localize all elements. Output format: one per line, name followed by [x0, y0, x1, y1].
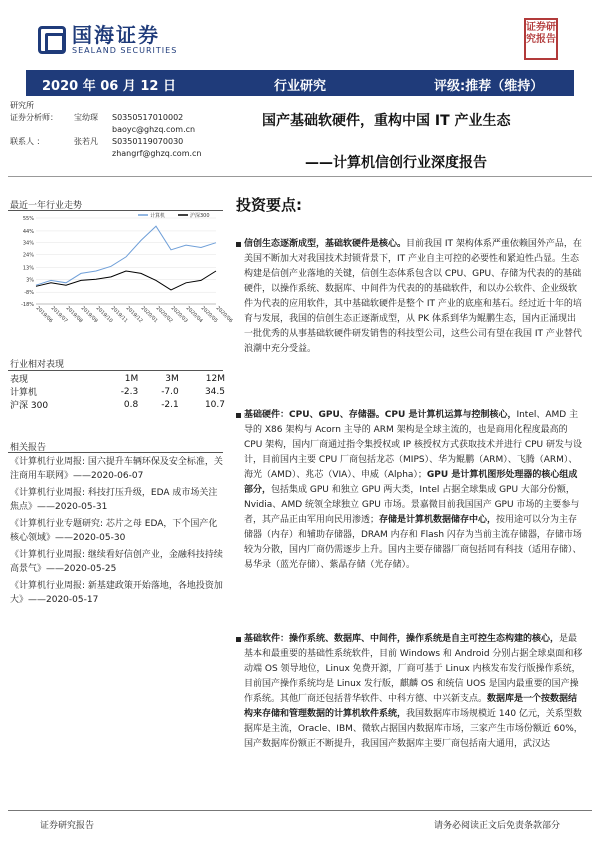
point-text: 按用途可以分为主存储器（内存）和辅助存储器，DRAM 内存和 Flash 闪存为当前主流存储器，存储市场较为分散，国内厂商仍需逐步上升。国内主要存储器厂商包括同有科技（适用存储）、易华录（蓝光存储）、紫晶存储（光存储）。 — [244, 515, 582, 570]
x-tick-label: 2019/09 — [79, 305, 99, 325]
perf-title-rule — [8, 370, 223, 371]
y-tick-label: 34% — [22, 240, 34, 247]
perf-table — [10, 372, 225, 411]
footer-divider — [8, 810, 592, 811]
page-header — [0, 0, 600, 70]
company-logo — [38, 24, 177, 55]
related-title: 相关报告 — [10, 443, 47, 453]
y-tick-label: 44% — [22, 228, 34, 235]
report-rating: 评级:推荐（维持） — [434, 79, 544, 94]
related-item[interactable]: 《计算机行业周报: 新基建政策开始落地，各地投资加大》——2020-05-17 — [10, 581, 223, 605]
analyst-label: 证券分析师： — [10, 113, 58, 122]
perf-header-row — [10, 372, 225, 385]
perf-cell: 计算机 — [10, 388, 38, 398]
perf-cell: 10.7 — [204, 399, 225, 410]
logo-cn-text: 国海证券 — [72, 23, 160, 47]
perf-header: 12M — [205, 373, 225, 384]
perf-header: 3M — [165, 373, 179, 384]
related-item[interactable]: 《计算机行业专题研究: 芯片之母 EDA，下个国产化核心领域》——2020-05-30 — [10, 519, 218, 543]
contact-label: 联系人 ： — [10, 137, 45, 146]
chart-title: 最近一年行业走势 — [10, 201, 83, 211]
point-text: 是最基本和最重要的基础性系统软件，目前 Windows 和 Android 分别占据全球桌面和移动端 OS 领导地位，Linux 免费开源，厂商可基于 Linux 内核发布发行版操作系统，目前国产操作系统均是 Linux 发行版，麒麟 OS 和统信 UOS 是国内最重要的国产操作系统。其他厂商还包括普华软件、中科方德、中兴新支点。 — [244, 634, 583, 704]
org-label: 研究所 — [10, 101, 34, 110]
invest-point-1 — [244, 237, 584, 357]
report-date: 2020 年 06 月 12 日 — [42, 79, 176, 94]
perf-row — [10, 385, 225, 398]
x-tick-label: 2020/02 — [154, 305, 174, 325]
x-tick-label: 2020/01 — [139, 305, 159, 325]
invest-title: 投资要点: — [236, 196, 302, 214]
x-tick-label: 2020/03 — [169, 305, 189, 325]
trend-chart — [10, 212, 234, 327]
y-tick-label: 55% — [22, 216, 34, 222]
bullet-icon — [236, 242, 241, 247]
x-tick-label: 2019/11 — [109, 305, 129, 325]
info-bar — [26, 70, 574, 96]
analyst-email[interactable]: baoyc@ghzq.com.cn — [112, 125, 196, 134]
y-tick-label: 24% — [22, 252, 34, 259]
legend-label: 计算机 — [150, 213, 166, 219]
point-heading: 基础软件：操作系统、数据库、中间件，操作系统是自主可控生态构建的核心， — [244, 634, 560, 644]
point-text: 包括集成 GPU 和独立 GPU 两大类，Intel 占据全球集成 GPU 大部分份额，Nvidia、AMD 统领全球独立 GPU 市场。景嘉微目前我国国产 GPU 市场的主要参与者，其产品正由军用向民用渗透； — [244, 485, 580, 525]
series-line — [36, 226, 216, 285]
footer-disclaimer: 请务必阅读正文后免责条款部分 — [433, 821, 560, 831]
x-tick-label: 2020/04 — [184, 305, 204, 325]
contact-name: 张若凡 — [74, 137, 98, 146]
chart-title-rule — [8, 210, 223, 211]
x-tick-label: 2019/07 — [49, 305, 69, 325]
x-tick-label: 2019/10 — [94, 305, 114, 325]
perf-header: 表现 — [10, 375, 29, 385]
point-heading: 信创生态逐渐成型，基础软硬件是核心。 — [244, 239, 407, 249]
x-tick-label: 2019/12 — [124, 305, 144, 325]
point-heading: 数据库是一个按数据结构来存储和管理数据的计算机软件系统， — [244, 694, 578, 719]
analyst-id: S0350517010002 — [112, 113, 184, 122]
report-title: 国产基础软硬件，重构中国 IT 产业生态 — [262, 113, 511, 129]
perf-row — [10, 398, 225, 411]
y-tick-label: 3% — [26, 277, 34, 284]
perf-cell: 34.5 — [204, 386, 225, 397]
legend-label: 沪深300 — [190, 213, 210, 219]
related-title-rule — [8, 452, 223, 453]
perf-cell: 0.8 — [123, 399, 139, 410]
point-heading: 存储是计算机数据储存中心， — [379, 515, 497, 525]
bullet-icon — [236, 413, 241, 418]
logo-en-text: SEALAND SECURITIES — [72, 46, 178, 55]
report-seal: 证券研究报告 — [524, 18, 558, 60]
x-tick-label: 2020/06 — [214, 305, 234, 325]
header-divider — [8, 176, 592, 177]
contact-id: S0350119070030 — [112, 137, 184, 146]
x-tick-label: 2020/05 — [199, 305, 219, 325]
analyst-name: 宝幼琛 — [74, 113, 98, 122]
x-tick-label: 2019/06 — [34, 305, 54, 325]
related-item[interactable]: 《计算机行业周报: 国六提升车辆环保及安全标准，关注商用车联网》——2020-06-07 — [10, 457, 223, 481]
footer-left: 证券研究报告 — [40, 821, 95, 831]
point-heading: GPU 是计算机图形处理器的核心组成部分， — [244, 470, 578, 495]
point-text: Intel、AMD 主导的 X86 架构与 Acorn 主导的 ARM 架构是全球主流的，也是商用化程度最高的 CPU 架构，国内厂商通过指令集授权或 IP 核授权方式获取技术并进行 CPU 研发与设计，目前国内主要 CPU 厂商包括龙芯（MIPS）、华为鲲鹏（ARM）、飞腾（ARM）、海光（AMD）、兆芯（VIA）、申威（Alpha）； — [244, 410, 582, 480]
point-text: 目前我国 IT 架构体系严重依赖国外产品，在美国不断加大对我国技术封锁背景下，IT 产业自主可控的必要性和紧迫性凸显。生态构建是信创产业落地的关键，信创生态体系包含以 CPU、GPU、存储为代表的的基础硬件，以操作系统、数据库、中间件为代表的的基础软件，和以办公软件、企业级软件为代表的应用软件，其中基础软硬件是整个 IT 产业的底座和基石。经过近十年的培育与发展，我国的信创生态正逐渐成型，从 PK 体系到华为鲲鹏生态，国内正涌现出一批优秀的从事基础软硬件研发销售的科技型公司，这些公司有望在我国 IT 产业替代浪潮中充分受益。 — [244, 239, 582, 354]
perf-cell: -2.1 — [161, 399, 179, 410]
perf-title: 行业相对表现 — [10, 360, 65, 370]
related-item[interactable]: 《计算机行业周报: 继续看好信创产业，金融科技持续高景气》——2020-05-25 — [10, 550, 223, 574]
invest-point-3 — [244, 632, 584, 752]
related-item[interactable]: 《计算机行业周报: 科技打压升级，EDA 成市场关注焦点》——2020-05-31 — [10, 488, 218, 512]
y-tick-label: -18% — [21, 302, 34, 308]
perf-cell: 沪深 300 — [10, 401, 49, 411]
invest-point-2 — [244, 408, 584, 573]
y-tick-label: 13% — [22, 265, 34, 272]
author-info — [10, 100, 220, 160]
report-category: 行业研究 — [274, 79, 327, 94]
x-tick-label: 2019/08 — [64, 305, 84, 325]
y-tick-label: -8% — [24, 290, 34, 297]
perf-header: 1M — [124, 373, 139, 384]
point-text: 我国数据库市场规模近 140 亿元，关系型数据库是主流，Oracle、IBM、微软占据国内数据库市场，三家产生市场份额近 60%，国产数据库份额正不断提升，我国国产数据库主要厂商包括南大通用，武汉达 — [244, 709, 583, 749]
report-subtitle: ——计算机信创行业深度报告 — [305, 155, 487, 171]
related-reports — [10, 455, 225, 607]
point-heading: 基础硬件：CPU、GPU、存储器。CPU 是计算机运算与控制核心， — [244, 410, 517, 420]
contact-email[interactable]: zhangrf@ghzq.com.cn — [112, 149, 202, 158]
bullet-icon — [236, 637, 241, 642]
series-line — [36, 271, 216, 290]
logo-icon — [38, 26, 66, 54]
perf-cell: -2.3 — [120, 386, 139, 397]
perf-cell: -7.0 — [161, 386, 179, 397]
